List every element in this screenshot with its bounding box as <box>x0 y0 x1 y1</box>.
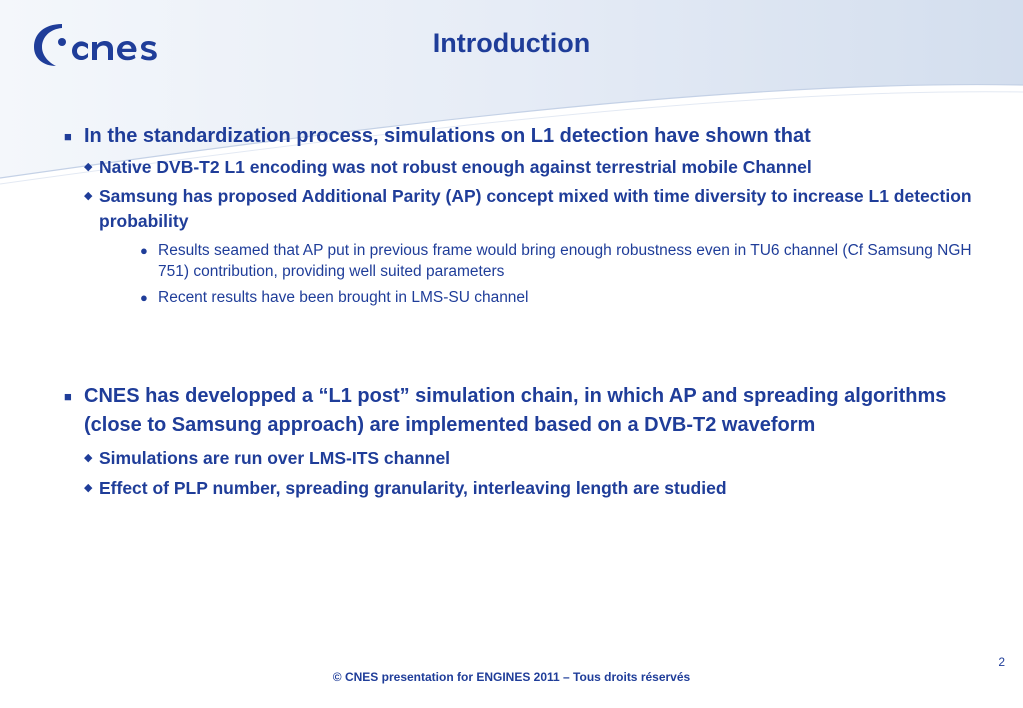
page-number: 2 <box>998 655 1005 669</box>
square-bullet-icon: ■ <box>64 389 72 404</box>
dot-bullet-icon: ● <box>140 290 148 305</box>
bullet-text: Samsung has proposed Additional Parity (AP) concept mixed with time diversity to increase L1 detection probability <box>99 186 972 231</box>
bullet-level2 <box>84 446 992 471</box>
bullet-level1 <box>62 382 992 440</box>
bullet-text: CNES has developped a “L1 post” simulation chain, in which AP and spreading algorithms (close to Samsung approach) are implemented based on a DVB-T2 waveform <box>84 385 947 436</box>
bullet-text: Simulations are run over LMS-ITS channel <box>99 448 451 468</box>
bullet-level3 <box>138 240 992 282</box>
bullet-level3 <box>138 287 992 308</box>
diamond-bullet-icon: ◆ <box>84 452 93 464</box>
bullet-text: Recent results have been brought in LMS-SU channel <box>158 289 529 306</box>
bullet-text: Results seamed that AP put in previous frame would bring enough robustness even in TU6 channel (Cf Samsung NGH 751) contribution, providing well suited parameters <box>158 242 972 280</box>
bullet-text: Effect of PLP number, spreading granularity, interleaving length are studied <box>99 478 727 498</box>
bullet-level2 <box>84 184 992 234</box>
diamond-bullet-icon: ◆ <box>84 482 93 494</box>
bullet-level2 <box>84 476 992 501</box>
bullet-text: In the standardization process, simulations on L1 detection have shown that <box>84 125 811 147</box>
square-bullet-icon: ■ <box>64 129 72 144</box>
diamond-bullet-icon: ◆ <box>84 190 93 202</box>
bullet-level1 <box>62 122 992 151</box>
footer-copyright: © CNES presentation for ENGINES 2011 – Tous droits réservés <box>332 670 691 684</box>
bullet-level2 <box>84 155 992 180</box>
slide-content <box>62 122 992 501</box>
page-title: Introduction <box>432 28 591 58</box>
diamond-bullet-icon: ◆ <box>84 161 93 173</box>
bullet-text: Native DVB-T2 L1 encoding was not robust enough against terrestrial mobile Channel <box>99 157 812 177</box>
dot-bullet-icon: ● <box>140 243 148 258</box>
